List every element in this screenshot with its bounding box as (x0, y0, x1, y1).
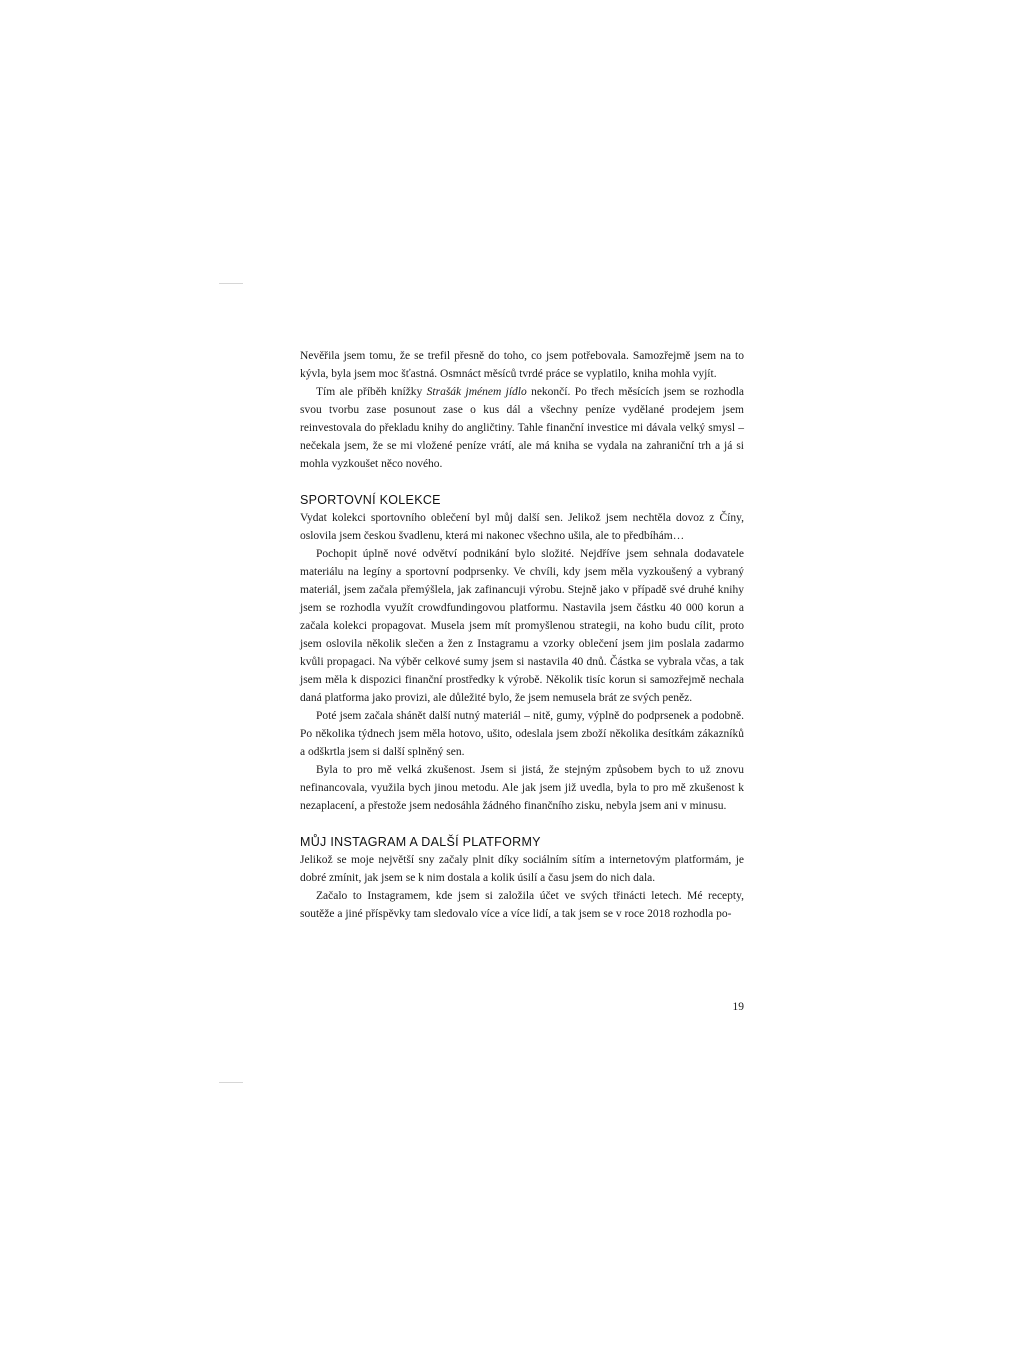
page-number: 19 (732, 1001, 744, 1013)
page-body (300, 347, 744, 923)
crop-mark-bottom (219, 1082, 243, 1083)
paragraph-book-story-end: nekončí. Po třech měsících jsem se rozhodla svou tvorbu zase posunout zase o kus dál a všechny peníze vydělané prodejem jsem reinvestovala do překladu knihy do angličtiny. Tahle finanční investice mi dávala velký smysl – nečekala jsem, že se mi vložené peníze vrátí, ale má kniha se vydala na zahraniční trh a já si mohla vyzkoušet něco nového. (300, 386, 744, 470)
paragraph-sport-3: Poté jsem začala shánět další nutný materiál – nitě, gumy, výplně do podprsenek a podobně. Po několika týdnech jsem měla hotovo, ušito, odeslala jsem zboží několika desítkám zákazníků a odškrtla jsem si další splněný sen. (300, 710, 744, 758)
paragraph-sport-2: Pochopit úplně nové odvětví podnikání bylo složité. Nejdříve jsem sehnala dodavatele materiálu na legíny a sportovní podprsenky. Ve chvíli, kdy jsem měla vyzkoušený a vybraný materiál, jsem začala přemýšlela, jak zafinancuji výrobu. Stejně jako v případě své druhé knihy jsem se rozhodla využít crowdfundingovou platformu. Nastavila jsem částku 40 000 korun a začala kolekci propagovat. Musela jsem mít promyšlenou strategii, na koho budu cílit, proto jsem oslovila několik slečen a žen z Instagramu a vzorky oblečení jsem jim poslala zadarmo kvůli propagaci. Na výběr celkové sumy jsem si nastavila 40 dnů. Částka se vybrala včas, a tak jsem měla k dispozici finanční prostředky k výrobě. Několik tisíc korun si samozřejmě nechala daná platforma jako provizi, ale důležité bylo, že jsem nemusela brát ze svých peněz. (300, 548, 744, 704)
section-heading-instagram: MŮJ INSTAGRAM A DALŠÍ PLATFORMY (300, 835, 541, 849)
crop-mark-top (219, 283, 243, 284)
paragraph-intro: Nevěřila jsem tomu, že se trefil přesně do toho, co jsem potřebovala. Samozřejmě jsem na to kývla, byla jsem moc šťastná. Osmnáct měsíců tvrdé práce se vyplatilo, kniha mohla vyjít. (300, 350, 744, 380)
paragraph-sport-1: Vydat kolekci sportovního oblečení byl můj další sen. Jelikož jsem nechtěla dovoz z Číny, oslovila jsem českou švadlenu, která mi nakonec všechno ušila, ale to předbíhám… (300, 512, 744, 542)
paragraph-instagram-2: Začalo to Instagramem, kde jsem si založila účet ve svých třinácti letech. Mé recepty, soutěže a jiné příspěvky tam sledovalo více a více lidí, a tak jsem se v roce 2018 rozhodla po- (300, 890, 744, 920)
section-gap (300, 815, 744, 833)
section-heading-sport-collection: SPORTOVNÍ KOLEKCE (300, 493, 441, 507)
paragraph-book-story (300, 383, 744, 473)
book-title: Strašák jménem jídlo (426, 386, 527, 398)
paragraph-instagram-1: Jelikož se moje největší sny začaly plnit díky sociálním sítím a internetovým platformám, je dobré zmínit, jak jsem se k nim dostala a kolik úsilí a času jsem do nich dala. (300, 854, 744, 884)
paragraph-sport-4: Byla to pro mě velká zkušenost. Jsem si jistá, že stejným způsobem bych to už znovu nefinancovala, využila bych jinou metodu. Ale jak jsem již uvedla, byla to pro mě zkušenost k nezaplacení, a přestože jsem nedosáhla žádného finančního zisku, nebyla jsem ani v minusu. (300, 764, 744, 812)
section-gap (300, 473, 744, 491)
paragraph-book-story-start: Tím ale příběh knížky (316, 386, 427, 398)
